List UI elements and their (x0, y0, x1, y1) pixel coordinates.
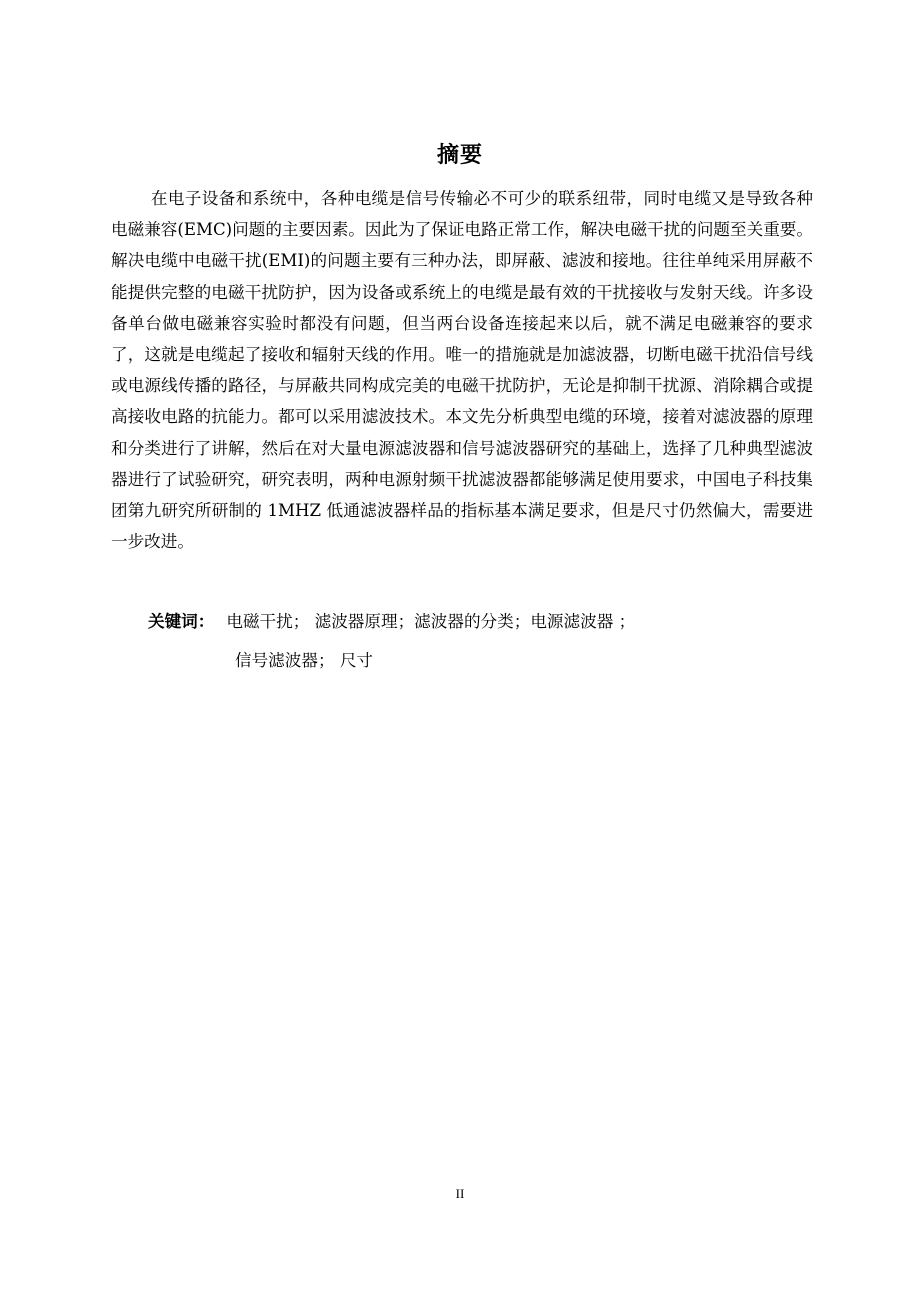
keywords-label: 关键词： (148, 612, 215, 631)
keywords-line-1 (148, 606, 788, 637)
abstract-body: 在电子设备和系统中，各种电缆是信号传输必不可少的联系纽带，同时电缆又是导致各种电磁兼容(EMC)问题的主要因素。因此为了保证电路正常工作，解决电磁干扰的问题至关重要。解决电缆中电磁干扰(EMI)的问题主要有三种办法，即屏蔽、滤波和接地。往往单纯采用屏蔽不能提供完整的电磁干扰防护，因为设备或系统上的电缆是最有效的干扰接收与发射天线。许多设备单台做电磁兼容实验时都没有问题，但当两台设备连接起来以后，就不满足电磁兼容的要求了，这就是电缆起了接收和辐射天线的作用。唯一的措施就是加滤波器，切断电磁干扰沿信号线或电源线传播的路径，与屏蔽共同构成完美的电磁干扰防护，无论是抑制干扰源、消除耦合或提高接收电路的抗能力。都可以采用滤波技术。本文先分析典型电缆的环境，接着对滤波器的原理和分类进行了讲解，然后在对大量电源滤波器和信号滤波器研究的基础上，选择了几种典型滤波器进行了试验研究，研究表明，两种电源射频干扰滤波器都能够满足使用要求，中国电子科技集团第九研究所研制的 1MHZ 低通滤波器样品的指标基本满足要求，但是尺寸仍然偏大，需要进一步改进。 (111, 189, 813, 552)
keywords-list-2: 信号滤波器； 尺寸 (235, 651, 374, 670)
page-number: II (455, 1186, 465, 1201)
abstract-title: 摘要 (436, 143, 483, 168)
keywords-list-1: 电磁干扰； 滤波器原理；滤波器的分类；电源滤波器 ； (226, 612, 636, 631)
